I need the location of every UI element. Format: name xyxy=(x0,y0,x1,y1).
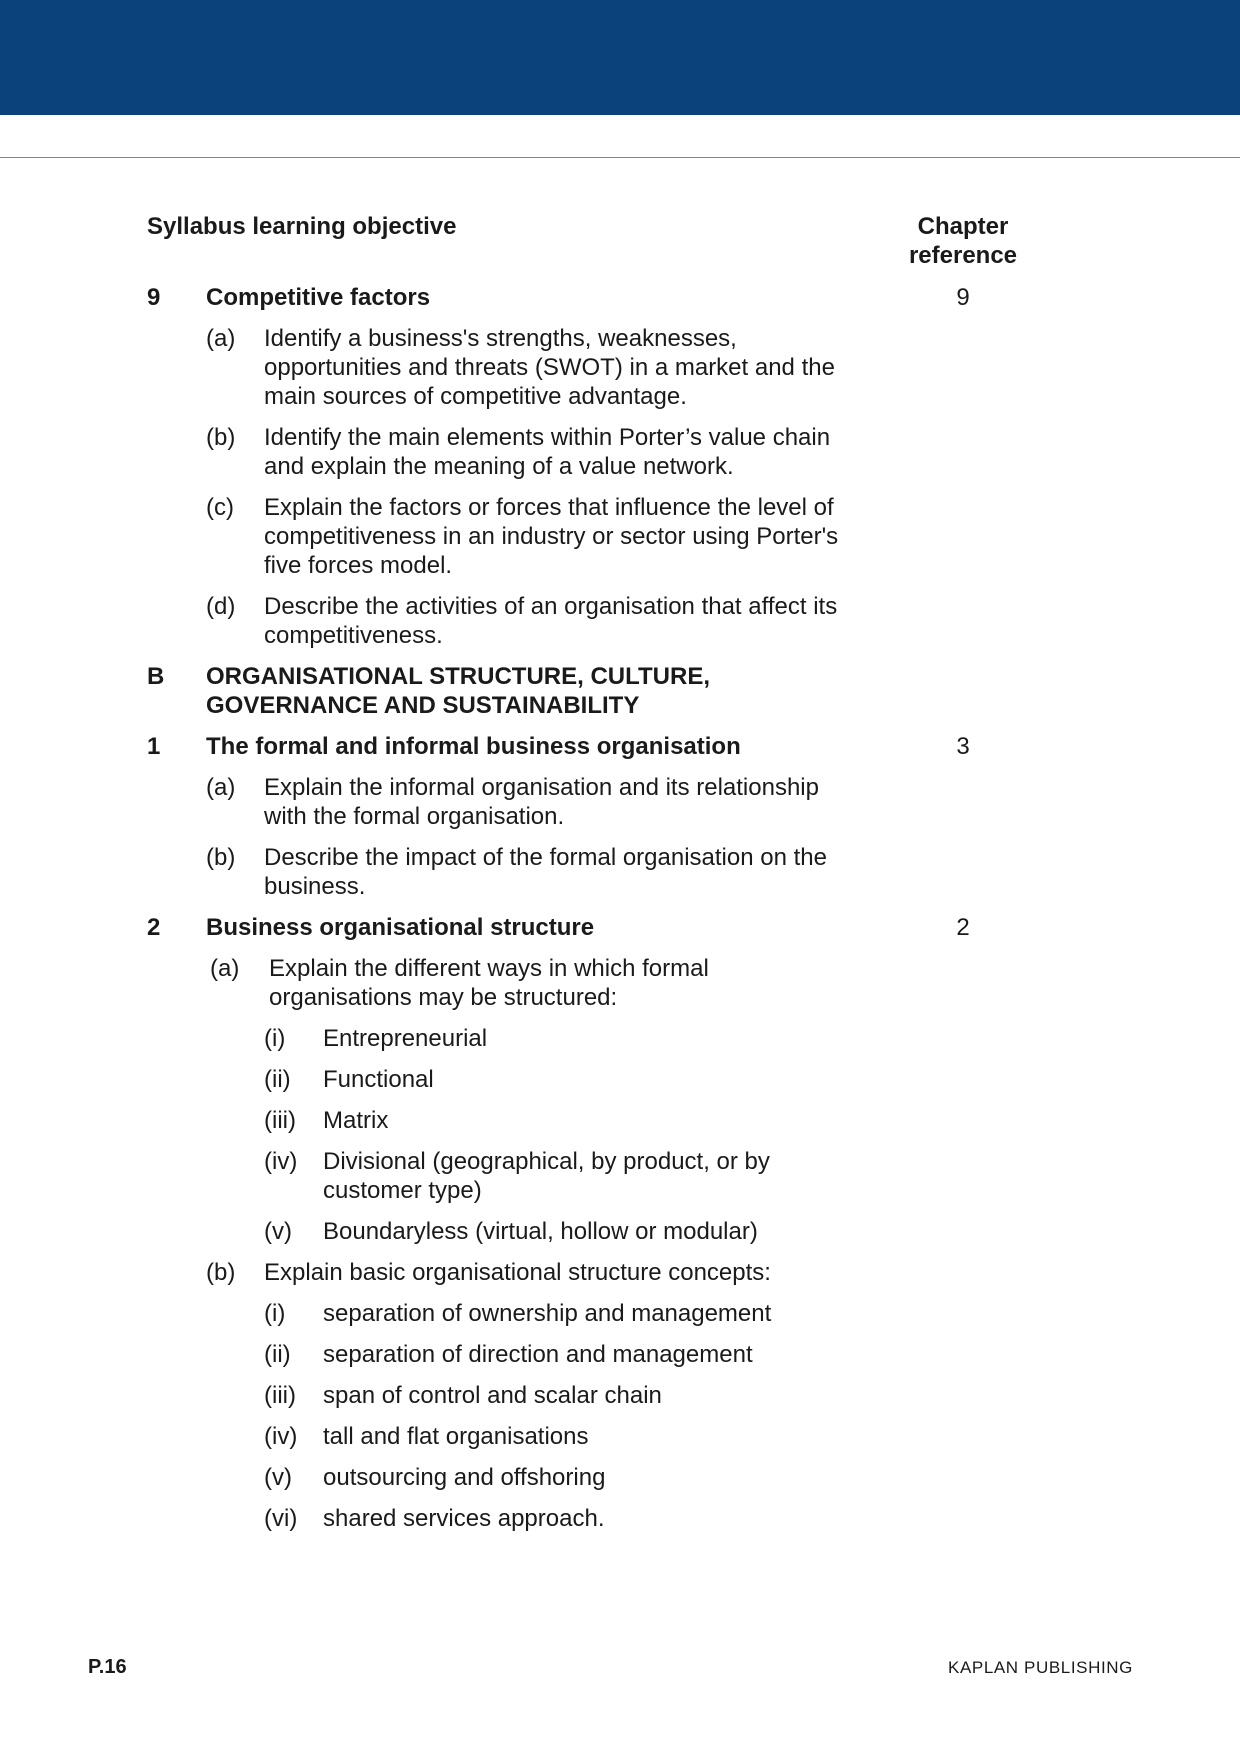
item-label: (a) xyxy=(206,325,236,352)
item-text: Explain the different ways in which formal xyxy=(269,955,709,982)
item-text: organisations may be structured: xyxy=(269,984,618,1011)
item-text: Explain the factors or forces that influence the level of xyxy=(264,494,834,521)
part-title: GOVERNANCE AND SUSTAINABILITY xyxy=(206,692,640,719)
subitem-text: Matrix xyxy=(323,1107,389,1134)
item-text: opportunities and threats (SWOT) in a market and the xyxy=(264,354,835,381)
subitem-label: (v) xyxy=(264,1464,292,1491)
subitem-text: tall and flat organisations xyxy=(323,1423,589,1450)
part-letter: B xyxy=(147,663,165,690)
header-rule xyxy=(0,157,1240,158)
section-title: Business organisational structure xyxy=(206,914,595,941)
subitem-label: (ii) xyxy=(264,1341,291,1368)
subitem-text: separation of direction and management xyxy=(323,1341,753,1368)
publisher-name: KAPLAN PUBLISHING xyxy=(948,1658,1133,1677)
item-label: (a) xyxy=(206,774,236,801)
subitem-label: (i) xyxy=(264,1300,286,1327)
subitem-text: customer type) xyxy=(323,1177,482,1204)
item-text: Identify a business's strengths, weaknesses, xyxy=(264,325,737,352)
subitem-text: shared services approach. xyxy=(323,1505,605,1532)
section-title: The formal and informal business organisation xyxy=(206,733,741,760)
subitem-text: outsourcing and offshoring xyxy=(323,1464,606,1491)
item-label: (a) xyxy=(210,955,240,982)
item-text: Describe the impact of the formal organisation on the xyxy=(264,844,827,871)
item-text: business. xyxy=(264,873,366,900)
item-text: with the formal organisation. xyxy=(264,803,565,830)
subitem-label: (vi) xyxy=(264,1505,298,1532)
item-text: main sources of competitive advantage. xyxy=(264,383,687,410)
item-text: five forces model. xyxy=(264,552,453,579)
subitem-label: (v) xyxy=(264,1218,292,1245)
subitem-label: (iii) xyxy=(264,1382,296,1409)
chapter-reference: 3 xyxy=(956,733,970,760)
subitem-text: Boundaryless (virtual, hollow or modular) xyxy=(323,1218,758,1245)
subitem-text: separation of ownership and management xyxy=(323,1300,772,1327)
page-number: P.16 xyxy=(88,1656,127,1678)
section-number: 9 xyxy=(147,284,161,311)
subitem-text: span of control and scalar chain xyxy=(323,1382,662,1409)
item-label: (b) xyxy=(206,424,236,451)
subitem-label: (iv) xyxy=(264,1148,298,1175)
column-header-chapter: Chapter xyxy=(917,213,1009,240)
item-label: (c) xyxy=(206,494,234,521)
column-header-objective: Syllabus learning objective xyxy=(147,213,457,240)
item-text: competitiveness in an industry or sector using Porter's xyxy=(264,523,839,550)
subitem-label: (i) xyxy=(264,1025,286,1052)
section-number: 1 xyxy=(147,733,161,760)
subitem-label: (ii) xyxy=(264,1066,291,1093)
subitem-text: Entrepreneurial xyxy=(323,1025,488,1052)
item-text: Explain basic organisational structure concepts: xyxy=(264,1259,771,1286)
section-title: Competitive factors xyxy=(206,284,431,311)
column-header-reference: reference xyxy=(908,242,1018,269)
item-text: Explain the informal organisation and its relationship xyxy=(264,774,819,801)
chapter-reference: 9 xyxy=(956,284,970,311)
header-band xyxy=(0,0,1240,115)
item-label: (d) xyxy=(206,593,236,620)
item-label: (b) xyxy=(206,1259,236,1286)
subitem-text: Functional xyxy=(323,1066,434,1093)
section-number: 2 xyxy=(147,914,161,941)
item-text: competitiveness. xyxy=(264,622,443,649)
part-title: ORGANISATIONAL STRUCTURE, CULTURE, xyxy=(206,663,710,690)
subitem-label: (iii) xyxy=(264,1107,296,1134)
subitem-label: (iv) xyxy=(264,1423,298,1450)
item-text: Identify the main elements within Porter’s value chain xyxy=(264,424,831,451)
chapter-reference: 2 xyxy=(956,914,970,941)
item-label: (b) xyxy=(206,844,236,871)
item-text: Describe the activities of an organisation that affect its xyxy=(264,593,838,620)
subitem-text: Divisional (geographical, by product, or by xyxy=(323,1148,770,1175)
item-text: and explain the meaning of a value network. xyxy=(264,453,734,480)
